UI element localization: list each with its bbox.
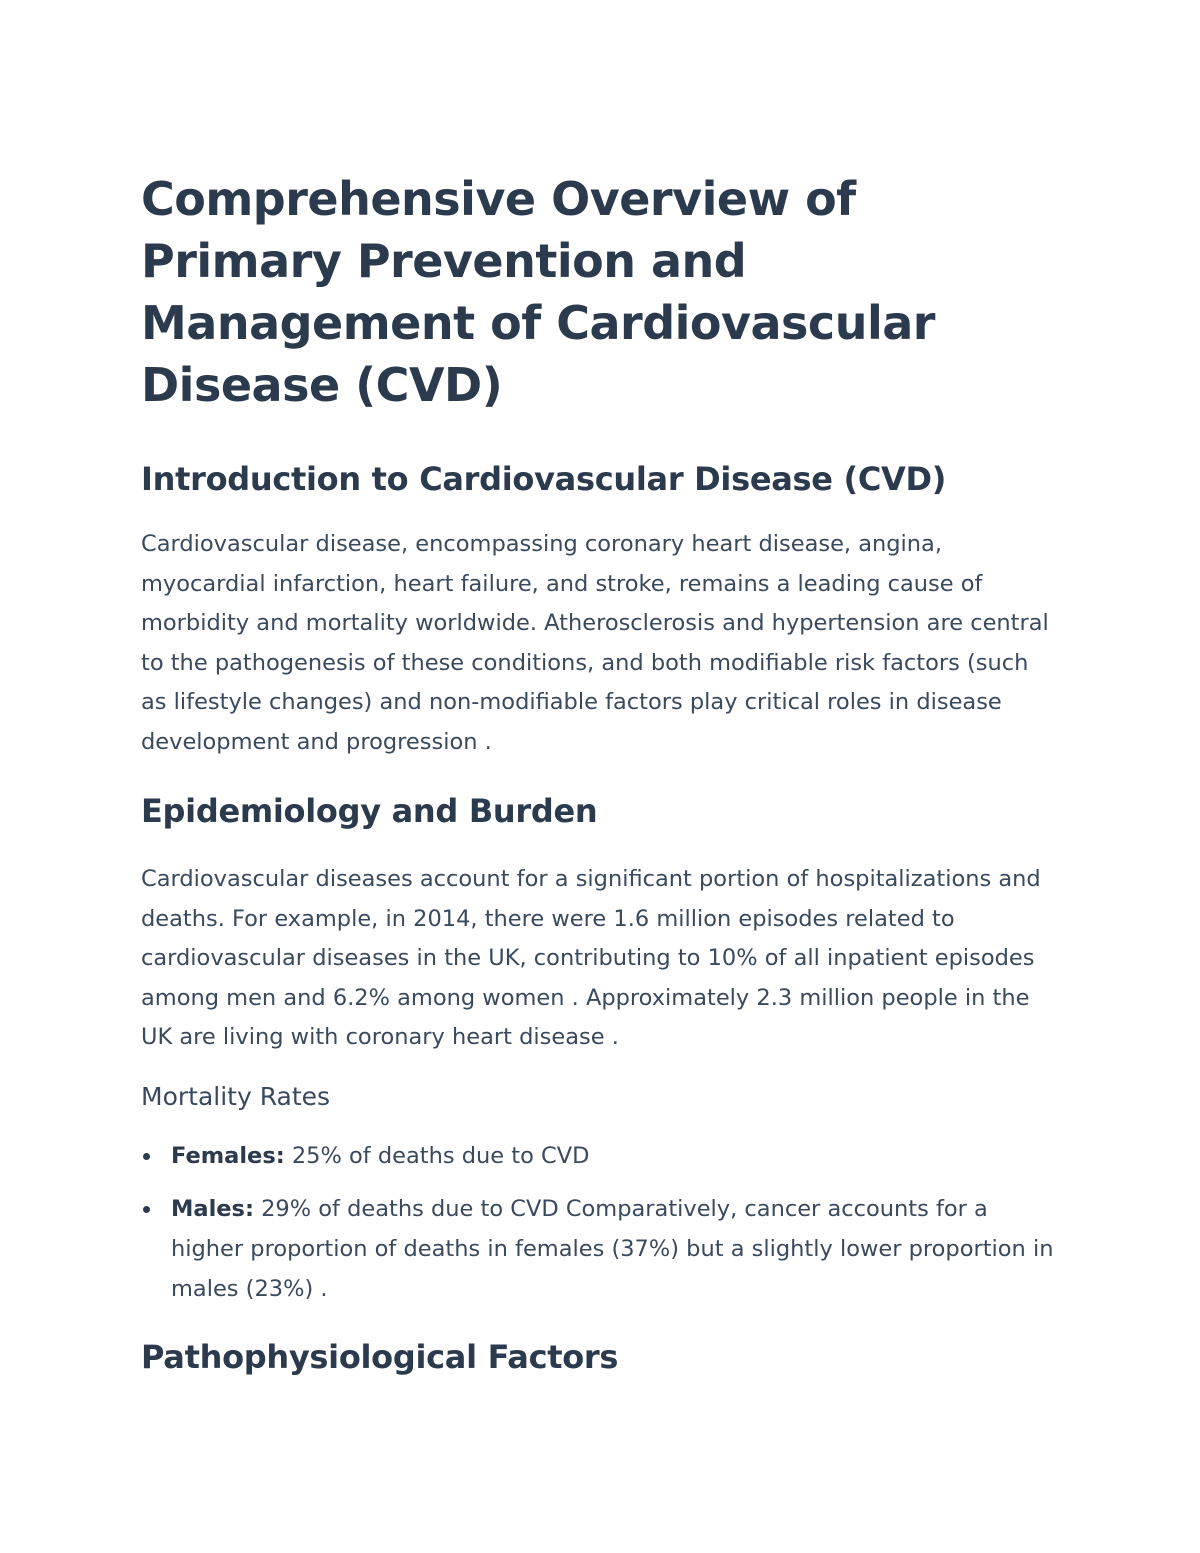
list-item-label: Males: xyxy=(171,1195,254,1222)
mortality-list xyxy=(141,1136,1061,1309)
section-heading-introduction: Introduction to Cardiovascular Disease (CVD) xyxy=(141,460,947,498)
list-item-label: Females: xyxy=(171,1142,285,1169)
bullet-icon xyxy=(143,1153,150,1160)
section-heading-pathophysiological-factors: Pathophysiological Factors xyxy=(141,1337,619,1376)
subheading-mortality-rates: Mortality Rates xyxy=(141,1081,331,1111)
paragraph-introduction: Cardiovascular disease, encompassing coronary heart disease, angina, myocardial infarction, heart failure, and stroke, remains a leading cause of morbidity and mortality worldwide. Atherosclerosis and hypertension are central to the pathogenesis of these conditions, and both modifiable risk factors (such as lifestyle changes) and non-modifiable factors play critical roles in disease development and progression . xyxy=(141,531,1049,755)
section-heading-epidemiology: Epidemiology and Burden xyxy=(141,792,598,830)
document-title: Comprehensive Overview of Primary Prevention and Management of Cardiovascular Disease (CVD) xyxy=(141,172,935,412)
bullet-icon xyxy=(143,1206,150,1213)
list-item-text: 25% of deaths due to CVD xyxy=(284,1142,590,1169)
document-page xyxy=(141,168,1061,1378)
list-item-males xyxy=(141,1189,1061,1309)
list-item-text: 29% of deaths due to CVD Comparatively, cancer accounts for a higher proportion of deaths in females (37%) but a slightly lower proportion in males (23%) . xyxy=(171,1195,1054,1302)
list-item-females xyxy=(141,1136,1061,1176)
paragraph-epidemiology: Cardiovascular diseases account for a significant portion of hospitalizations and deaths. For example, in 2014, there were 1.6 million episodes related to cardiovascular diseases in the UK, contributing to 10% of all inpatient episodes among men and 6.2% among women . Approximately 2.3 million people in the UK are living with coronary heart disease . xyxy=(141,866,1041,1050)
